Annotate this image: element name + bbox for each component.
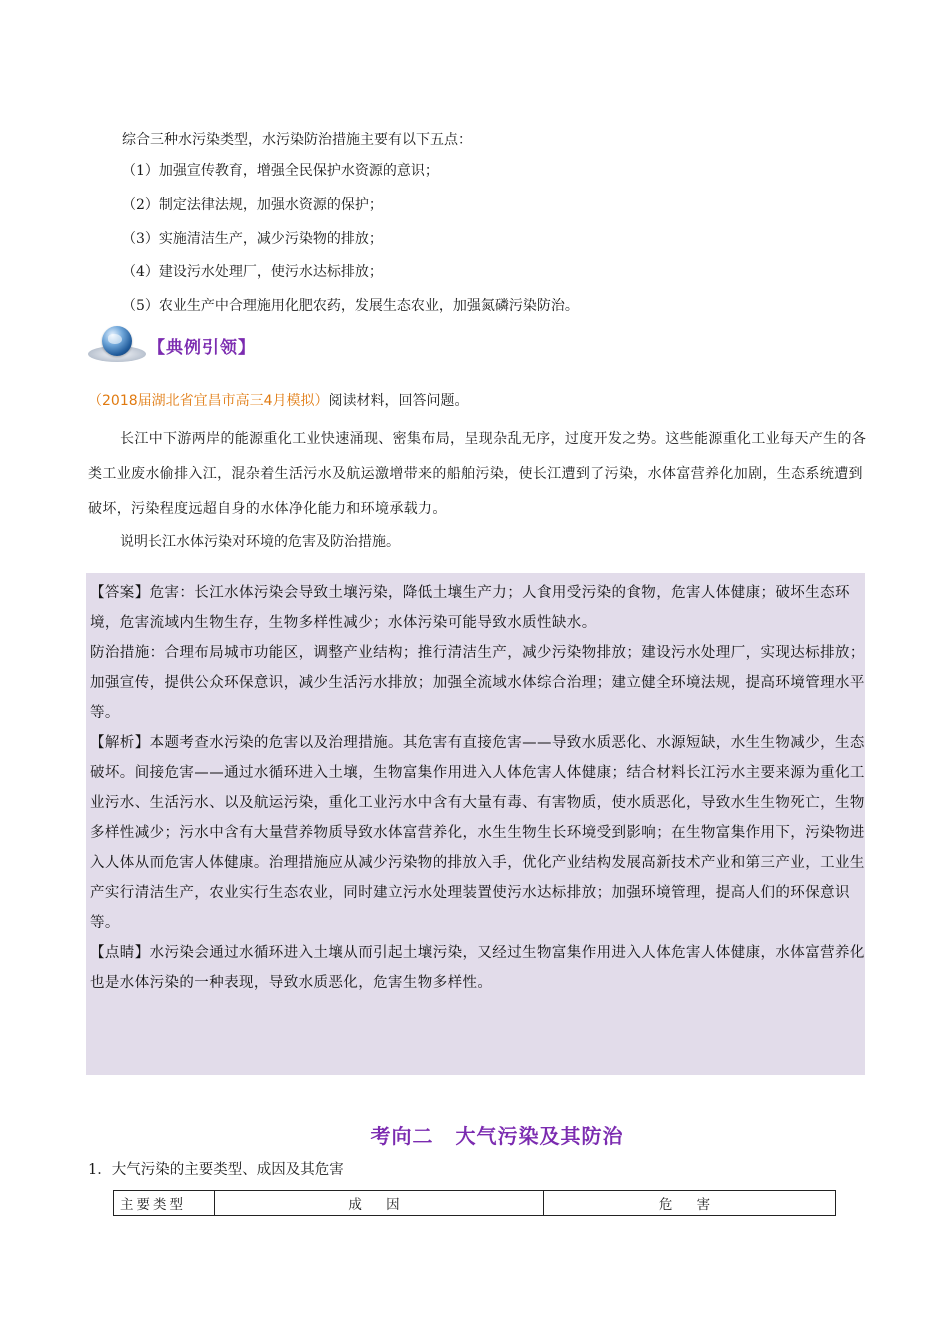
measure-item-1: （1）加强宣传教育，增强全民保护水资源的意识； (122, 163, 439, 179)
measure-item-5: （5）农业生产中合理施用化肥农药，发展生态农业，加强氮磷污染防治。 (122, 298, 579, 314)
answer-paragraph: 【答案】危害：长江水体污染会导致土壤污染，降低土壤生产力；人食用受污染的食物，危害人体健康；破坏生态环境，危害流域内生物生存，生物多样性减少；水体污染可能导致水质性缺水。 (90, 585, 850, 631)
measure-item-3: （3）实施清洁生产，减少污染物的排放； (122, 231, 383, 247)
item-heading: 1．大气污染的主要类型、成因及其危害 (88, 1162, 344, 1178)
answer-content (90, 578, 865, 998)
globe-icon (88, 326, 148, 364)
example-question: 说明长江水体污染对环境的危害及防治措施。 (120, 534, 400, 550)
answer-label: 【答案】 (90, 585, 150, 601)
measure-item-2: （2）制定法律法规，加强水资源的保护； (122, 197, 383, 213)
table-header-cause: 成 因 (215, 1191, 544, 1216)
example-material: 长江中下游两岸的能源重化工业快速涌现、密集布局，呈现杂乱无序，过度开发之势。这些能源重化工业每天产生的各类工业废水偷排入江，混杂着生活污水及航运激增带来的船舶污染，使长江遭到了污染，水体富营养化加剧，生态系统遭到破坏，污染程度远超自身的水体净化能力和环境承载力。 (88, 431, 867, 517)
measures-intro: 综合三种水污染类型，水污染防治措施主要有以下五点： (122, 132, 472, 148)
example-source: （2018届湖北省宜昌市高三4月模拟） (88, 393, 329, 409)
pollution-types-table (113, 1190, 836, 1216)
analysis-paragraph: 【解析】本题考查水污染的危害以及治理措施。其危害有直接危害——导致水质恶化、水源短缺，水生生物减少，生态破坏。间接危害——通过水循环进入土壤，生物富集作用进入人体危害人体健康；结合材料长江污水主要来源为重化工业污水、生活污水、以及航运污染，重化工业污水中含有大量有毒、有害物质，使水质恶化，导致水生生物死亡，生物多样性减少；污水中含有大量营养物质导致水体富营养化，水生生物生长环境受到影响；在生物富集作用下，污染物进入人体从而危害人体健康。治理措施应从减少污染物的排放入手，优化产业结构发展高新技术产业和第三产业，工业生产实行清洁生产，农业实行生态农业，同时建立污水处理装置使污水达标排放；加强环境管理，提高人们的环保意识等。 (90, 735, 865, 931)
table-header-harm: 危 害 (544, 1191, 836, 1216)
measure-item-4: （4）建设污水处理厂，使污水达标排放； (122, 264, 383, 280)
example-instruction: 阅读材料，回答问题。 (328, 393, 469, 409)
example-header (88, 326, 488, 364)
measures-paragraph: 防治措施：合理布局城市功能区，调整产业结构；推行清洁生产，减少污染物排放；建设污水处理厂，实现达标排放；加强宣传，提供公众环保意识，减少生活污水排放；加强全流域水体综合治理；建立健全环境法规，提高环境管理水平等。 (90, 645, 865, 721)
analysis-label: 【解析】 (90, 735, 150, 751)
tip-label: 【点睛】 (90, 945, 150, 961)
section-title: 考向二 大气污染及其防治 (370, 1124, 624, 1148)
example-title: 【典例引领】 (148, 337, 256, 358)
table-header-type: 主要类型 (114, 1191, 215, 1216)
tip-paragraph: 【点睛】水污染会通过水循环进入土壤从而引起土壤污染，又经过生物富集作用进入人体危害人体健康，水体富营养化也是水体污染的一种表现，导致水质恶化，危害生物多样性。 (90, 945, 865, 991)
table-header-row (114, 1191, 836, 1216)
example-source-line (88, 391, 469, 411)
